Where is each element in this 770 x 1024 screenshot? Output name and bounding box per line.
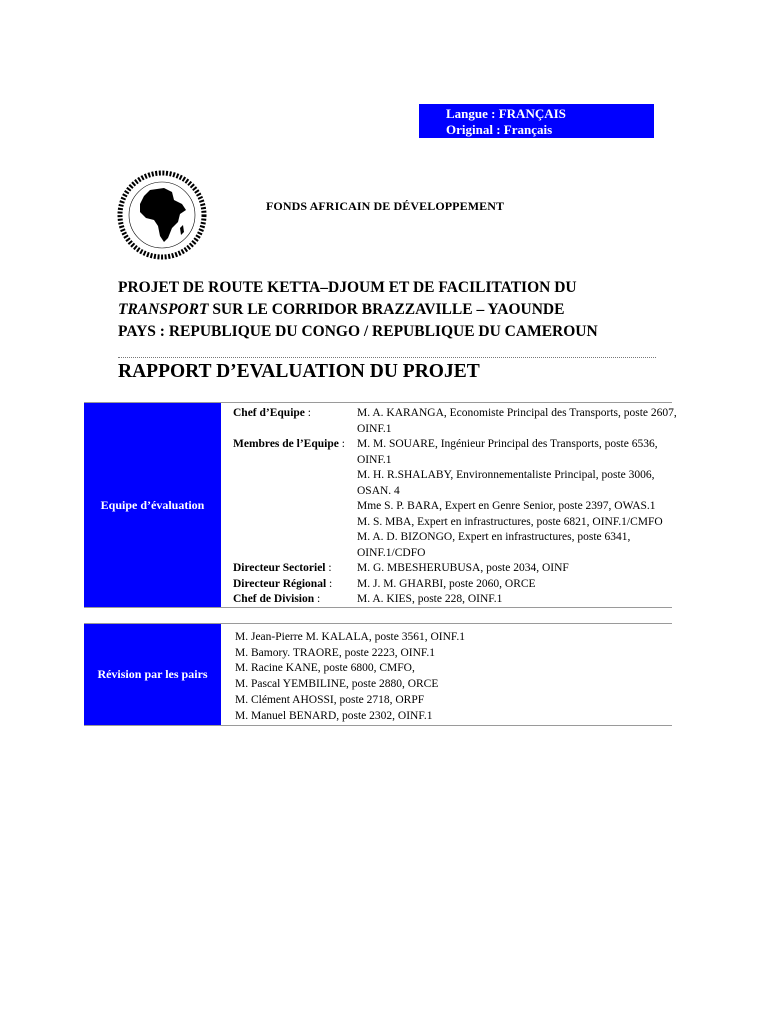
project-title-line-1: PROJET DE ROUTE KETTA–DJOUM ET DE FACILITATION DU — [118, 279, 577, 296]
team-role-separator: : — [325, 562, 332, 574]
organization-name: FONDS AFRICAIN DE DÉVELOPPEMENT — [266, 199, 505, 213]
peer-reviewer: M. Pascal YEMBILINE, poste 2880, ORCE — [235, 678, 439, 691]
team-role: Chef de Division — [233, 593, 315, 605]
team-member: M. M. SOUARE, Ingénieur Principal des Transports, poste 6536, — [357, 438, 658, 450]
team-member: M. G. MBESHERUBUSA, poste 2034, OINF — [357, 562, 569, 574]
team-role-label — [233, 437, 345, 453]
peer-reviewer: M. Manuel BENARD, poste 2302, OINF.1 — [235, 709, 433, 722]
team-role: Directeur Sectoriel — [233, 562, 326, 574]
team-member: M. S. MBA, Expert en infrastructures, poste 6821, OINF.1/CMFO — [357, 515, 663, 528]
language-line: Langue : FRANÇAIS — [446, 106, 566, 121]
afdb-africa-map-logo-icon — [116, 170, 208, 260]
peer-reviewer: M. Clément AHOSSI, poste 2718, ORPF — [235, 693, 425, 706]
peer-review-heading-cell — [84, 624, 221, 725]
team-role: Membres de l’Equipe — [233, 438, 339, 450]
divider — [118, 357, 656, 358]
team-member: M. H. R.SHALABY, Environnementaliste Principal, poste 3006, — [357, 469, 655, 481]
project-title-italic: TRANSPORT — [118, 301, 209, 318]
project-title-line-2-rest: SUR LE CORRIDOR BRAZZAVILLE – YAOUNDE — [208, 301, 565, 318]
team-member: M. A. KIES, poste 228, OINF.1 — [357, 593, 503, 605]
team-member: OSAN. 4 — [357, 484, 400, 497]
evaluation-team-heading: Equipe d’évaluation — [100, 497, 205, 512]
evaluation-team-heading-cell — [84, 403, 221, 607]
team-member: OINF.1/CDFO — [357, 546, 426, 559]
project-title — [118, 277, 678, 343]
team-role-separator: : — [326, 577, 333, 590]
team-member: M. A. KARANGA, Economiste Principal des Transports, poste 2607, — [357, 407, 677, 419]
peer-reviewer: M. Racine KANE, poste 6800, CMFO, — [235, 662, 415, 675]
report-title: RAPPORT D’EVALUATION DU PROJET — [118, 361, 480, 382]
team-member: OINF.1 — [357, 422, 392, 435]
team-role-separator: : — [338, 438, 345, 450]
team-role-label — [233, 561, 332, 577]
team-role-label — [233, 577, 332, 593]
peer-reviewer: M. Jean-Pierre M. KALALA, poste 3561, OINF.1 — [235, 631, 466, 643]
team-member: M. J. M. GHARBI, poste 2060, ORCE — [357, 577, 536, 590]
original-line: Original : Français — [446, 122, 553, 137]
team-role: Directeur Régional — [233, 577, 327, 590]
team-role-separator: : — [314, 593, 321, 605]
team-role-label — [233, 406, 311, 422]
project-countries: PAYS : REPUBLIQUE DU CONGO / REPUBLIQUE DU CAMEROUN — [118, 323, 598, 340]
peer-reviewer: M. Bamory. TRAORE, poste 2223, OINF.1 — [235, 646, 436, 659]
language-box — [419, 104, 654, 138]
team-member: Mme S. P. BARA, Expert en Genre Senior, poste 2397, OWAS.1 — [357, 500, 656, 512]
project-title-line-2 — [118, 299, 678, 321]
peer-table-bottom-border — [84, 725, 672, 726]
team-member: OINF.1 — [357, 453, 392, 466]
team-role-label — [233, 592, 320, 608]
team-member: M. A. D. BIZONGO, Expert en infrastructures, poste 6341, — [357, 531, 631, 543]
team-role: Chef d’Equipe — [233, 407, 305, 419]
team-role-separator: : — [304, 407, 311, 419]
peer-review-heading: Révision par les pairs — [97, 667, 208, 681]
